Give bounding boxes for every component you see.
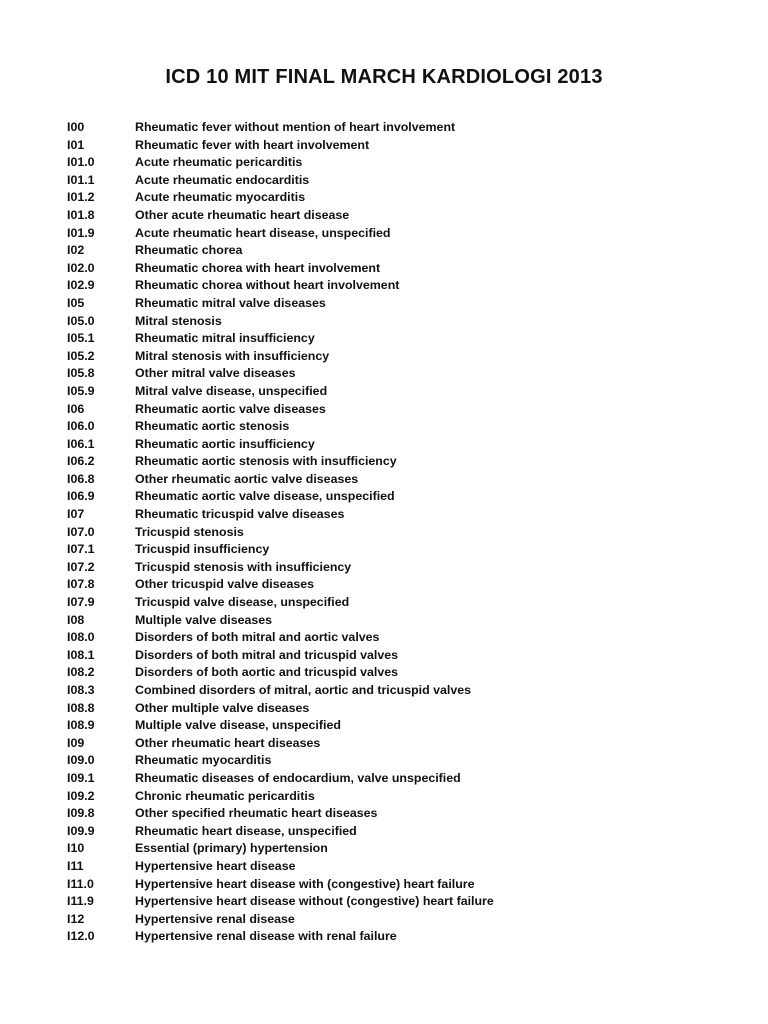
icd-code: I02.9 xyxy=(67,278,95,293)
icd-entry-row xyxy=(67,119,494,137)
icd-code: I12.0 xyxy=(67,929,95,944)
icd-code: I00 xyxy=(67,120,85,134)
icd-description: Other mitral valve diseases xyxy=(135,366,296,381)
icd-entry-row xyxy=(67,453,494,471)
icd-entry-row xyxy=(67,770,494,788)
icd-entry-row xyxy=(67,225,494,243)
icd-code: I11 xyxy=(67,858,84,873)
icd-entry-row xyxy=(67,295,494,313)
icd-entry-row xyxy=(67,506,494,524)
icd-code: I06 xyxy=(67,401,85,416)
icd-description: Essential (primary) hypertension xyxy=(135,841,328,856)
icd-entry-row xyxy=(67,330,494,348)
icd-code: I01 xyxy=(67,137,85,152)
icd-code: I07.1 xyxy=(67,542,95,557)
icd-entry-row xyxy=(67,401,494,419)
icd-code: I11.0 xyxy=(67,876,94,891)
icd-description: Rheumatic aortic valve disease, unspecified xyxy=(135,489,395,504)
icd-code: I07.8 xyxy=(67,577,95,592)
icd-entry-row xyxy=(67,735,494,753)
icd-code: I08.9 xyxy=(67,718,95,733)
icd-entry-row xyxy=(67,471,494,489)
icd-description: Multiple valve disease, unspecified xyxy=(135,718,341,733)
icd-entry-row xyxy=(67,647,494,665)
icd-entry-row xyxy=(67,365,494,383)
icd-code: I09.0 xyxy=(67,753,95,768)
icd-code: I09.1 xyxy=(67,770,95,785)
icd-code: I06.2 xyxy=(67,454,95,469)
icd-code: I09.9 xyxy=(67,823,95,838)
icd-code: I09.8 xyxy=(67,806,95,821)
icd-entry-row xyxy=(67,911,494,929)
icd-description: Tricuspid stenosis xyxy=(135,524,244,539)
icd-code: I06.8 xyxy=(67,471,95,486)
icd-description: Rheumatic myocarditis xyxy=(135,753,272,768)
icd-entry-row xyxy=(67,700,494,718)
icd-code: I01.9 xyxy=(67,225,95,240)
document-title: ICD 10 MIT FINAL MARCH KARDIOLOGI 2013 xyxy=(165,66,603,88)
icd-entry-row xyxy=(67,840,494,858)
icd-description: Rheumatic fever without mention of heart involvement xyxy=(135,120,456,134)
icd-code: I08.2 xyxy=(67,665,95,680)
icd-code: I08.8 xyxy=(67,700,95,715)
icd-entry-row xyxy=(67,207,494,225)
icd-description: Rheumatic heart disease, unspecified xyxy=(135,823,357,838)
icd-description: Rheumatic diseases of endocardium, valve unspecified xyxy=(135,770,461,785)
icd-code: I07 xyxy=(67,507,85,522)
icd-code: I07.0 xyxy=(67,524,95,539)
icd-description: Hypertensive heart disease with (congestive) heart failure xyxy=(135,876,475,891)
icd-code: I06.9 xyxy=(67,489,95,504)
icd-description: Disorders of both aortic and tricuspid valves xyxy=(135,665,399,680)
icd-description: Disorders of both mitral and aortic valves xyxy=(135,630,380,645)
icd-entry-row xyxy=(67,172,494,190)
icd-code: I01.0 xyxy=(67,155,95,170)
icd-code: I09 xyxy=(67,735,85,750)
icd-code: I05.8 xyxy=(67,366,95,381)
icd-description: Mitral stenosis with insufficiency xyxy=(135,348,330,363)
icd-description: Rheumatic mitral valve diseases xyxy=(135,295,326,310)
icd-entry-row xyxy=(67,189,494,207)
icd-entry-row xyxy=(67,788,494,806)
icd-code: I07.9 xyxy=(67,595,95,610)
icd-description: Other rheumatic aortic valve diseases xyxy=(135,471,359,486)
icd-code: I08.3 xyxy=(67,683,95,697)
icd-description: Acute rheumatic heart disease, unspecified xyxy=(135,225,391,240)
icd-entry-row xyxy=(67,277,494,295)
icd-code: I05.1 xyxy=(67,331,95,346)
icd-entry-row xyxy=(67,154,494,172)
icd-code-list xyxy=(67,119,494,946)
icd-code: I05 xyxy=(67,295,85,310)
icd-entry-row xyxy=(67,348,494,366)
icd-entry-row xyxy=(67,436,494,454)
icd-code: I08.1 xyxy=(67,647,95,662)
icd-entry-row xyxy=(67,594,494,612)
icd-entry-row xyxy=(67,805,494,823)
icd-description: Rheumatic chorea xyxy=(135,243,243,258)
icd-code: I02 xyxy=(67,243,85,258)
icd-entry-row xyxy=(67,717,494,735)
icd-description: Rheumatic aortic insufficiency xyxy=(135,436,315,451)
icd-entry-row xyxy=(67,612,494,630)
icd-entry-row xyxy=(67,313,494,331)
icd-code: I05.0 xyxy=(67,313,95,328)
icd-description: Hypertensive heart disease without (congestive) heart failure xyxy=(135,894,494,909)
icd-description: Acute rheumatic pericarditis xyxy=(135,155,303,170)
icd-code: I06.0 xyxy=(67,419,95,434)
icd-code: I02.0 xyxy=(67,260,95,275)
icd-code: I05.9 xyxy=(67,383,95,398)
icd-code: I12 xyxy=(67,911,85,926)
icd-entry-row xyxy=(67,629,494,647)
icd-code: I08.0 xyxy=(67,630,95,645)
icd-code: I06.1 xyxy=(67,436,95,451)
icd-entry-row xyxy=(67,858,494,876)
icd-description: Hypertensive renal disease xyxy=(135,911,295,926)
icd-entry-row xyxy=(67,541,494,559)
icd-code: I07.2 xyxy=(67,559,95,574)
icd-description: Rheumatic chorea with heart involvement xyxy=(135,260,381,275)
icd-entry-row xyxy=(67,488,494,506)
icd-description: Rheumatic aortic stenosis with insufficiency xyxy=(135,454,397,469)
icd-description: Disorders of both mitral and tricuspid valves xyxy=(135,647,399,662)
icd-description: Rheumatic chorea without heart involvement xyxy=(135,278,400,293)
icd-description: Other specified rheumatic heart diseases xyxy=(135,806,378,821)
icd-description: Acute rheumatic myocarditis xyxy=(135,190,306,205)
icd-description: Chronic rheumatic pericarditis xyxy=(135,788,315,803)
icd-description: Combined disorders of mitral, aortic and tricuspid valves xyxy=(135,683,472,697)
icd-entry-row xyxy=(67,383,494,401)
icd-entry-row xyxy=(67,242,494,260)
icd-description: Rheumatic mitral insufficiency xyxy=(135,331,315,346)
icd-entry-row xyxy=(67,682,494,700)
icd-description: Hypertensive renal disease with renal failure xyxy=(135,929,397,944)
icd-entry-row xyxy=(67,823,494,841)
icd-code: I01.2 xyxy=(67,190,95,205)
icd-entry-row xyxy=(67,876,494,894)
icd-description: Acute rheumatic endocarditis xyxy=(135,172,310,187)
icd-entry-row xyxy=(67,576,494,594)
icd-description: Tricuspid stenosis with insufficiency xyxy=(135,559,352,574)
icd-entry-row xyxy=(67,893,494,911)
icd-description: Multiple valve diseases xyxy=(135,612,273,627)
icd-code: I09.2 xyxy=(67,788,95,803)
icd-description: Rheumatic fever with heart involvement xyxy=(135,137,370,152)
icd-description: Rheumatic aortic stenosis xyxy=(135,419,290,434)
icd-entry-row xyxy=(67,752,494,770)
icd-code: I08 xyxy=(67,612,85,627)
icd-entry-row xyxy=(67,260,494,278)
icd-description: Rheumatic tricuspid valve diseases xyxy=(135,507,345,522)
icd-entry-row xyxy=(67,137,494,155)
icd-description: Mitral stenosis xyxy=(135,313,222,328)
icd-description: Mitral valve disease, unspecified xyxy=(135,383,328,398)
icd-entry-row xyxy=(67,664,494,682)
icd-code: I11.9 xyxy=(67,894,94,909)
icd-description: Other acute rheumatic heart disease xyxy=(135,207,350,222)
icd-description: Other rheumatic heart diseases xyxy=(135,735,321,750)
icd-entry-row xyxy=(67,559,494,577)
icd-code: I05.2 xyxy=(67,348,95,363)
icd-description: Tricuspid insufficiency xyxy=(135,542,270,557)
icd-code: I10 xyxy=(67,841,85,856)
icd-code: I01.8 xyxy=(67,207,95,222)
icd-description: Rheumatic aortic valve diseases xyxy=(135,401,326,416)
icd-entry-row xyxy=(67,928,494,946)
icd-description: Hypertensive heart disease xyxy=(135,858,296,873)
icd-entry-row xyxy=(67,418,494,436)
icd-code: I01.1 xyxy=(67,172,95,187)
icd-entry-row xyxy=(67,524,494,542)
icd-description: Other multiple valve diseases xyxy=(135,700,310,715)
icd-description: Other tricuspid valve diseases xyxy=(135,577,315,592)
icd-description: Tricuspid valve disease, unspecified xyxy=(135,595,350,610)
